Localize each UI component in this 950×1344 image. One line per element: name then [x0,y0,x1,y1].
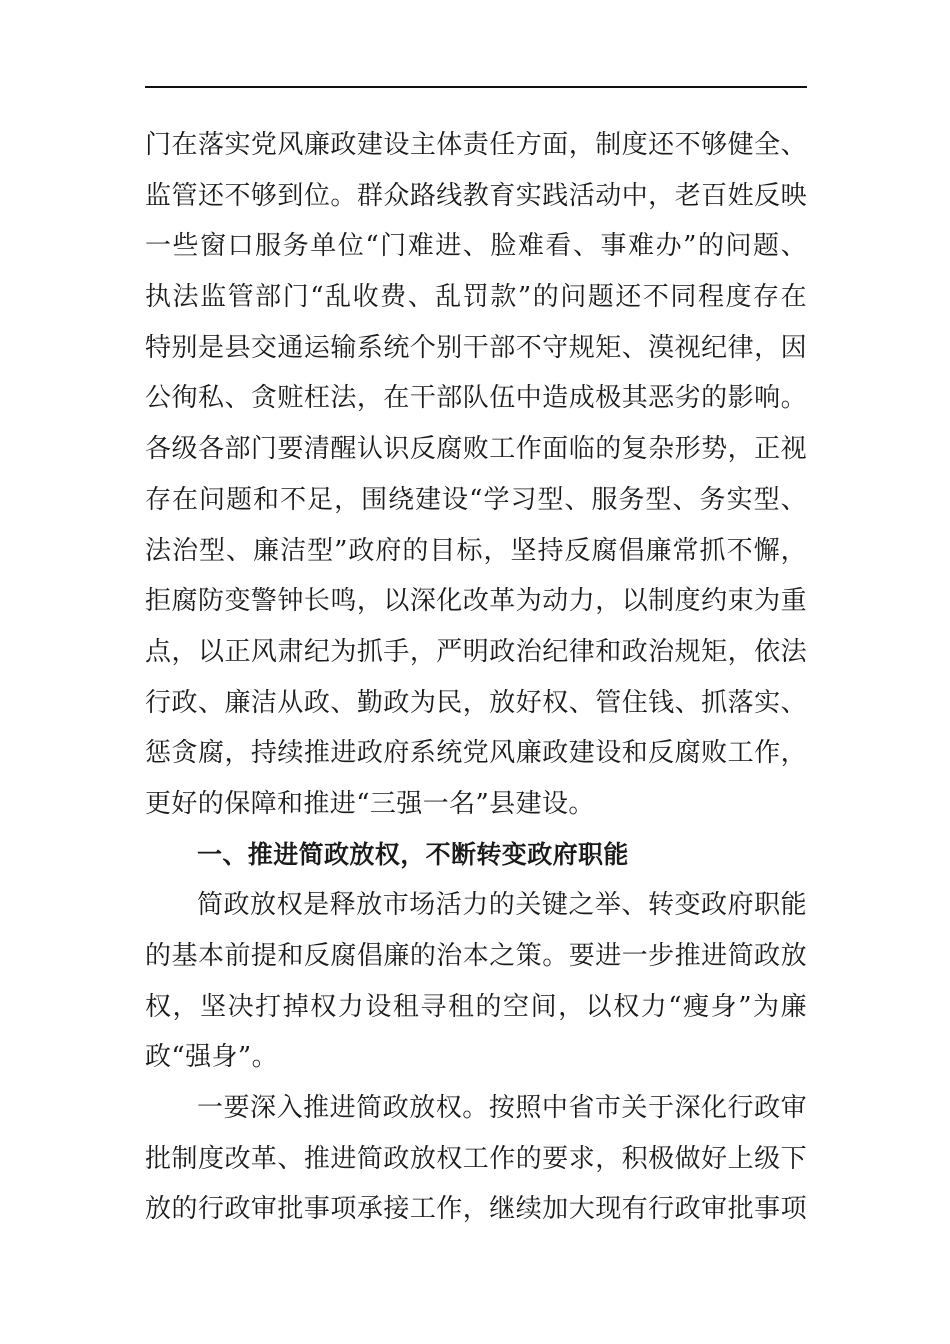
body-text-line: 批制度改革、推进简政放权工作的要求，积极做好上级下 [145,1143,807,1174]
body-text-line: 一些窗口服务单位“门难进、脸难看、事难办”的问题、 [145,231,807,262]
body-text-line: 特别是县交通运输系统个别干部不守规矩、漠视纪律，因 [145,332,807,363]
body-text-line: 监管还不够到位。群众路线教育实践活动中，老百姓反映 [145,180,807,211]
body-text-line: 各级各部门要清醒认识反腐败工作面临的复杂形势，正视 [145,434,807,465]
body-text-line: 拒腐防变警钟长鸣，以深化改革为动力，以制度约束为重 [145,586,807,617]
header-rule [145,86,807,88]
body-text-line: 惩贪腐，持续推进政府系统党风廉政建设和反腐败工作， [145,738,807,769]
body-text-line: 公徇私、贪赃枉法，在干部队伍中造成极其恶劣的影响。 [145,383,807,414]
body-text-line: 行政、廉洁从政、勤政为民，放好权、管住钱、抓落实、 [145,687,807,718]
body-text-line: 执法监管部门“乱收费、乱罚款”的问题还不同程度存在 [145,282,807,313]
body-text-line: 政“强身”。 [145,1042,278,1073]
paragraph-first-line: 简政放权是释放市场活力的关键之举、转变政府职能 [197,890,807,921]
body-text-line: 门在落实党风廉政建设主体责任方面，制度还不够健全、 [145,130,807,160]
body-text-line: 法治型、廉洁型”政府的目标，坚持反腐倡廉常抓不懈， [145,535,807,566]
body-text-line: 点，以正风肃纪为抓手，严明政治纪律和政治规矩，依法 [145,636,807,667]
body-text-line: 更好的保障和推进“三强一名”县建设。 [145,788,595,819]
body-text-line: 放的行政审批事项承接工作，继续加大现有行政审批事项 [145,1194,807,1225]
body-text-line: 的基本前提和反腐倡廉的治本之策。要进一步推进简政放 [145,941,807,971]
body-text-line: 存在问题和不足，围绕建设“学习型、服务型、务实型、 [145,484,807,515]
paragraph-first-line: 一要深入推进简政放权。按照中省市关于深化行政审 [197,1093,807,1124]
body-text-line: 权，坚决打掉权力设租寻租的空间，以权力“瘦身”为廉 [145,991,807,1022]
section-heading: 一、推进简政放权，不断转变政府职能 [197,839,629,869]
document-body [145,120,807,1235]
